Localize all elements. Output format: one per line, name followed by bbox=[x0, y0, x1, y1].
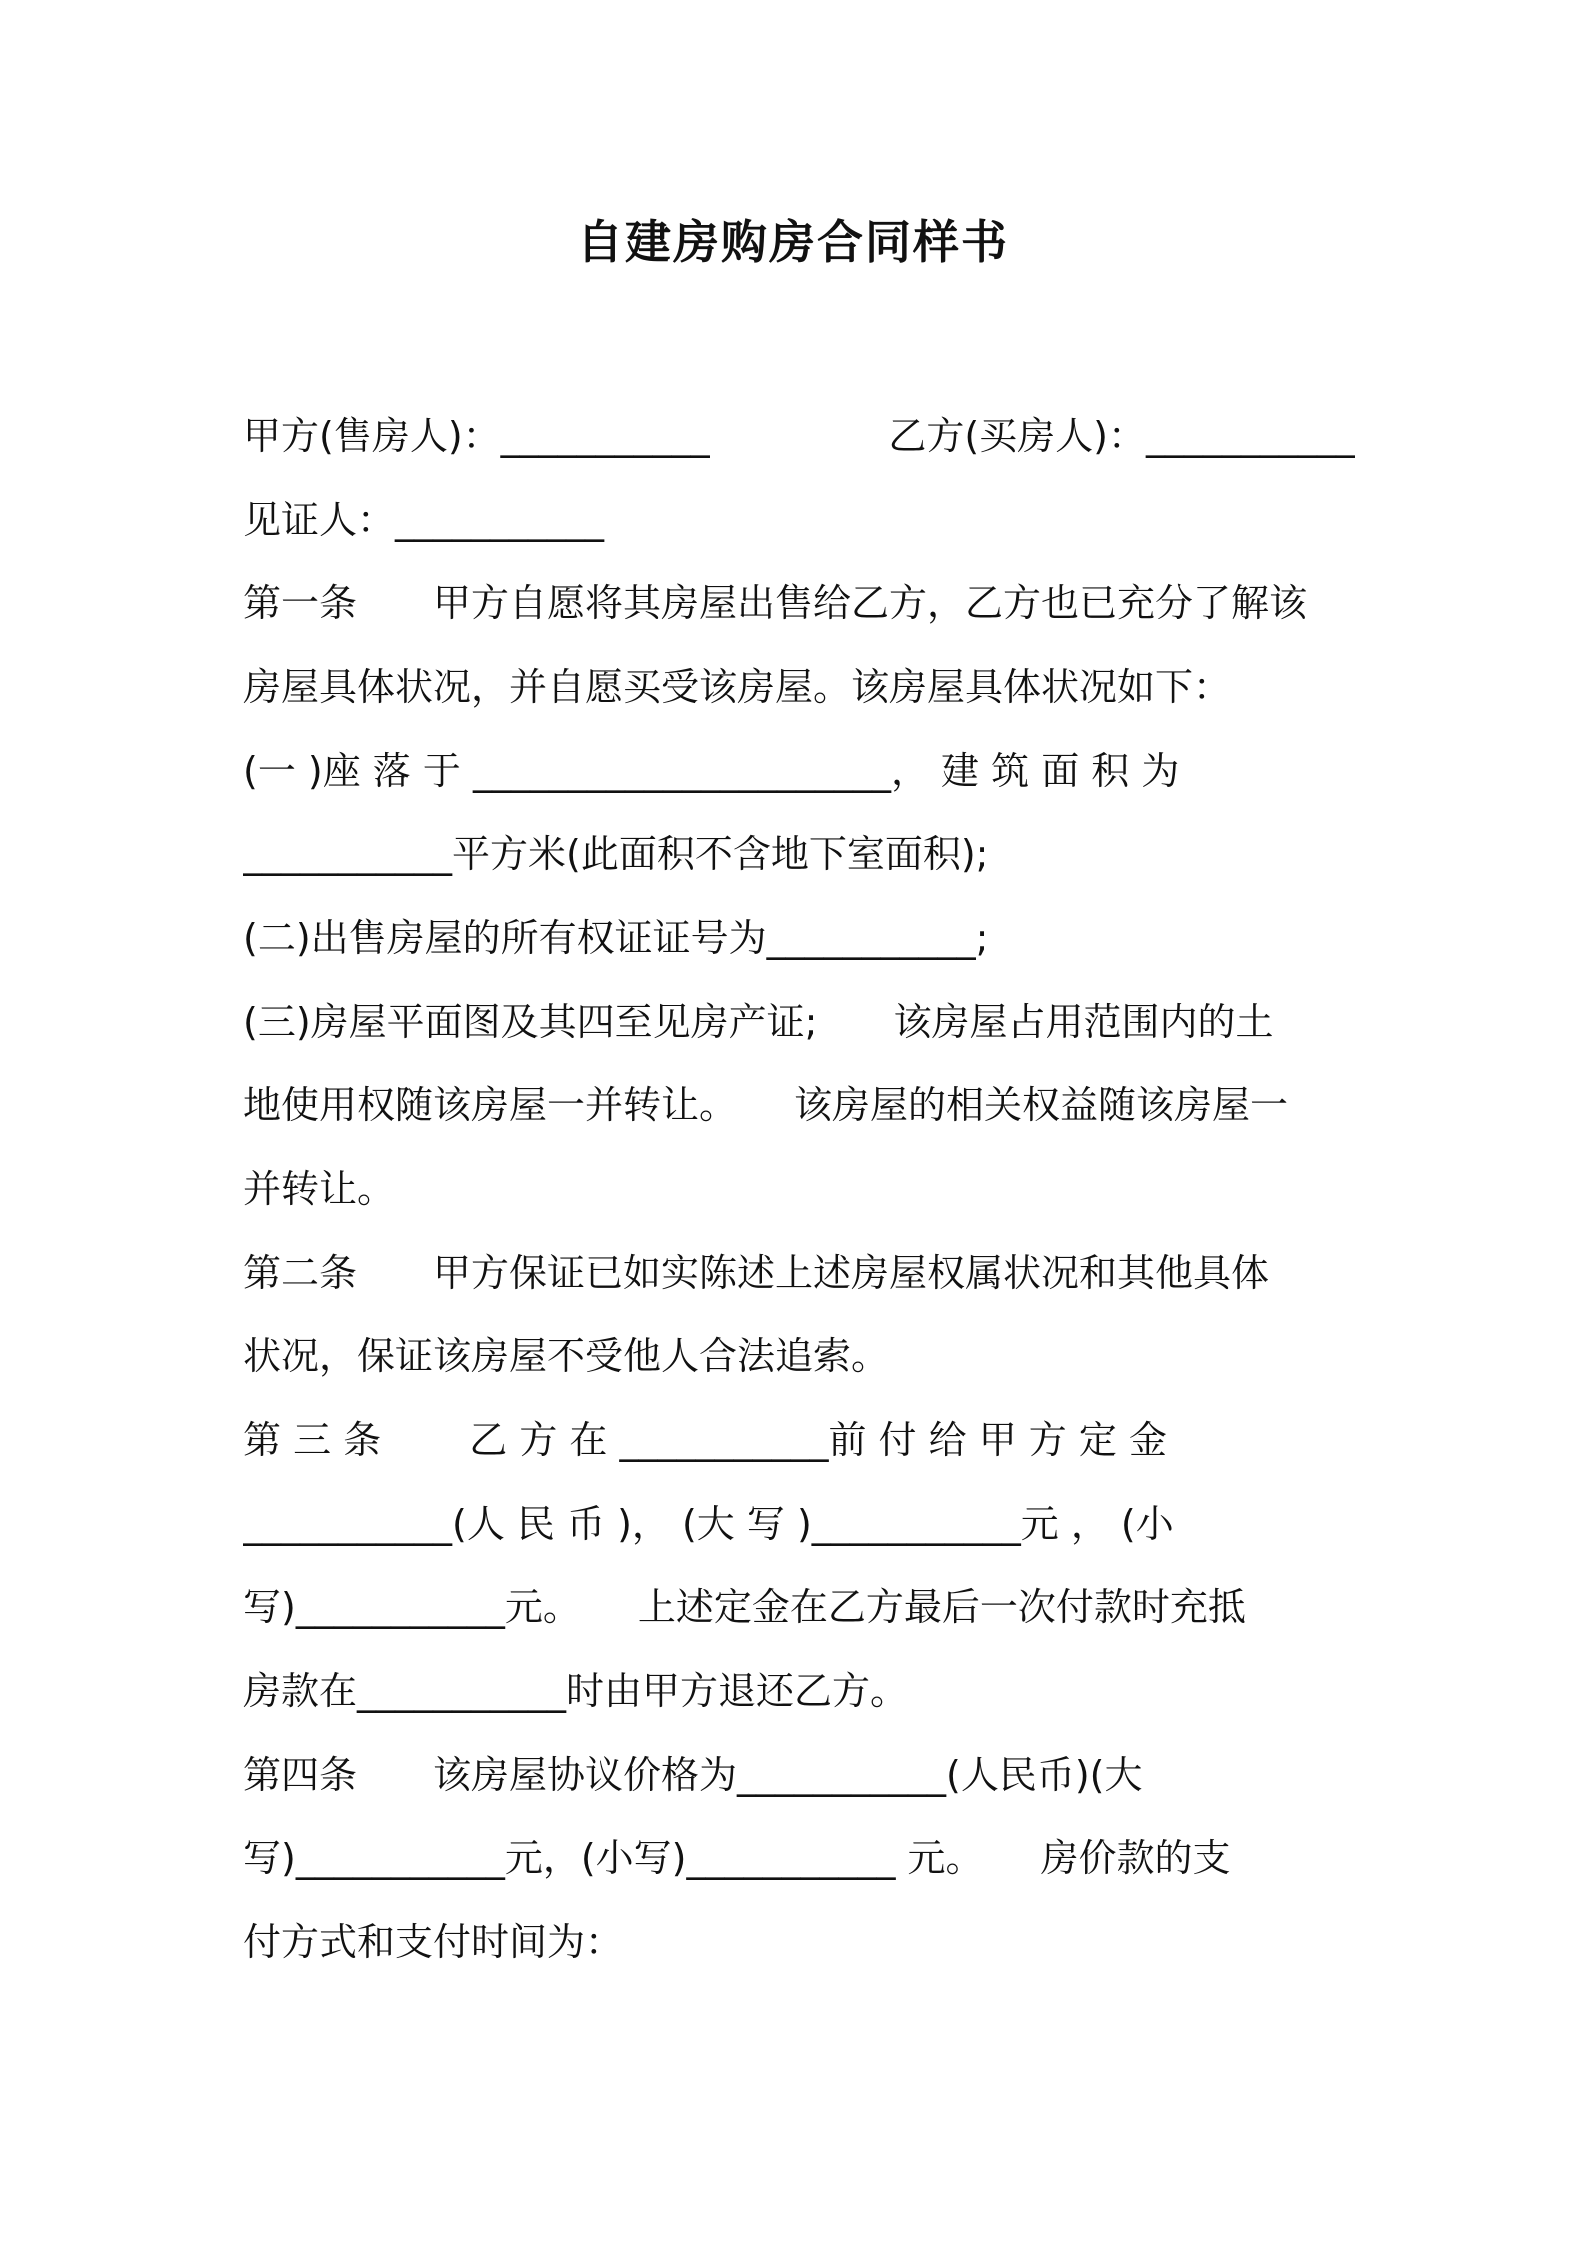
article-2-line-1: 第二条 甲方保证已如实陈述上述房屋权属状况和其他具体 bbox=[243, 1251, 1270, 1295]
article-1-location-line: (一 )座 落 于 ______________________， 建 筑 面 积 为 bbox=[243, 749, 1180, 793]
article-1-certificate-line: (二)出售房屋的所有权证证号为___________; bbox=[243, 916, 989, 960]
article-2-line-2: 状况，保证该房屋不受他人合法追索。 bbox=[243, 1334, 890, 1378]
article-3-line-3: 写)___________元。 上述定金在乙方最后一次付款时充抵 bbox=[243, 1585, 1246, 1629]
article-4-line-1: 第四条 该房屋协议价格为___________(人民币)(大 bbox=[243, 1753, 1143, 1797]
article-1-line-2: 房屋具体状况，并自愿买受该房屋。该房屋具体状况如下： bbox=[243, 665, 1232, 709]
article-3-line-2: ___________(人 民 币 )， (大 写 )___________元 ， (小 bbox=[243, 1502, 1174, 1546]
article-4-line-3: 付方式和支付时间为： bbox=[243, 1920, 624, 1964]
article-1-line-1: 第一条 甲方自愿将其房屋出售给乙方，乙方也已充分了解该 bbox=[243, 581, 1308, 625]
buyer-field: 乙方(买房人)：___________ bbox=[888, 414, 1355, 458]
seller-field: 甲方(售房人)：___________ bbox=[243, 414, 710, 458]
article-1-area-line: ___________平方米(此面积不含地下室面积); bbox=[243, 832, 989, 876]
article-1-floorplan-line-2: 地使用权随该房屋一并转让。 该房屋的相关权益随该房屋一 bbox=[243, 1083, 1289, 1127]
article-3-line-4: 房款在___________时由甲方退还乙方。 bbox=[243, 1669, 909, 1713]
witness-line: 见证人：___________ bbox=[243, 498, 605, 542]
article-1-floorplan-line-3: 并转让。 bbox=[243, 1167, 396, 1211]
document-title: 自建房购房合同样书 bbox=[577, 215, 1009, 269]
article-4-line-2: 写)___________元，(小写)___________ 元。 房价款的支 bbox=[243, 1836, 1231, 1880]
article-3-line-1: 第 三 条 乙 方 在 ___________前 付 给 甲 方 定 金 bbox=[243, 1418, 1167, 1462]
party-line bbox=[243, 406, 1355, 466]
article-1-floorplan-line-1: (三)房屋平面图及其四至见房产证; 该房屋占用范围内的土 bbox=[243, 1000, 1274, 1044]
